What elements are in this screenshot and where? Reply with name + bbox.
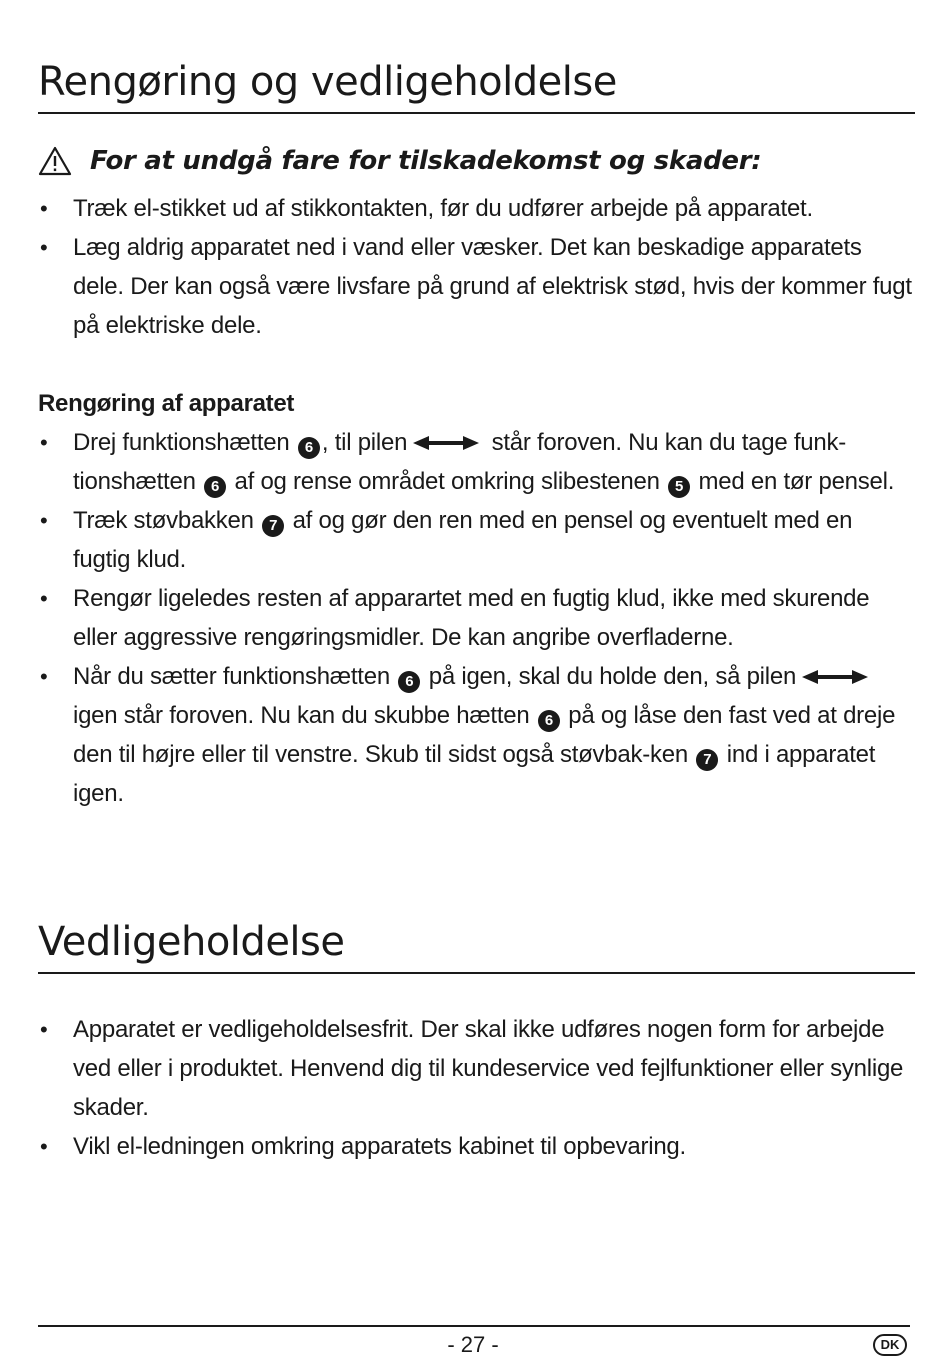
subheading-cleaning: Rengøring af apparatet [38, 390, 295, 417]
item-text: Træk støvbakken [73, 507, 261, 534]
double-arrow-icon [413, 435, 479, 451]
item-text: , til pilen [321, 429, 408, 456]
list-item: • Læg aldrig apparatet ned i vand eller væsker. Det kan beskadige apparatets dele. Der kan også være livsfare på grund af elektrisk stød, hvis der kommer fugt på elektriske dele. [38, 228, 915, 345]
item-text: Når du sætter funktionshætten [73, 663, 397, 690]
part-number-badge: 6 [204, 476, 226, 498]
double-arrow-icon [802, 669, 868, 685]
item-text: af og gør den ren med en pensel og eventuelt med en fugtig klud. [73, 507, 853, 573]
warning-triangle-icon [38, 146, 72, 176]
page-number: - 27 - [447, 1332, 499, 1357]
warning-heading [38, 146, 761, 176]
part-number-badge: 6 [298, 437, 320, 459]
section-title: Vedligeholdelse [38, 919, 345, 965]
item-text: ind i apparatet igen. [73, 741, 876, 807]
list-item: • Vikl el-ledningen omkring apparatets kabinet til opbevaring. [38, 1127, 915, 1166]
footer-divider [38, 1325, 910, 1327]
item-text: igen står foroven. Nu kan du skubbe hætten [73, 702, 536, 729]
item-text: på igen, skal du holde den, så pilen [422, 663, 803, 690]
list-item [38, 657, 915, 813]
list-item: • Træk el-stikket ud af stikkontakten, før du udfører arbejde på apparatet. [38, 189, 915, 228]
country-code-badge: DK [873, 1334, 907, 1356]
list-item [38, 501, 915, 579]
part-number-badge: 7 [696, 749, 718, 771]
item-text: Drej funktionshætten [73, 429, 296, 456]
item-text: Rengør ligeledes resten af apparartet med en fugtig klud, ikke med skurende eller aggressive rengøringsmidler. De kan angribe overfladerne. [73, 585, 870, 651]
warning-list [38, 189, 915, 345]
maintenance-list [38, 1010, 915, 1166]
page-title: Rengøring og vedligeholdelse [38, 59, 617, 105]
cleaning-list [38, 423, 915, 813]
part-number-badge: 6 [398, 671, 420, 693]
warning-text: For at undgå fare for tilskadekomst og skader: [90, 146, 762, 176]
section-header-maintenance [38, 918, 915, 974]
item-text: står foroven. Nu kan du tage funk-tionshætten [73, 429, 846, 495]
section-header-cleaning [38, 58, 915, 114]
manual-page [38, 0, 915, 1362]
list-item: • Apparatet er vedligeholdelsesfrit. Der skal ikke udføres nogen form for arbejde ved eller i produktet. Henvend dig til kundeservice ved fejlfunktioner eller synlige skader. [38, 1010, 915, 1127]
item-text: med en tør pensel. [692, 468, 895, 495]
item-text: af og rense området omkring slibestenen [228, 468, 667, 495]
list-item [38, 579, 915, 657]
part-number-badge: 6 [538, 710, 560, 732]
list-item [38, 423, 915, 501]
item-text: på og låse den fast ved at dreje den til højre eller til venstre. Skub til sidst også støvbak-ken [73, 702, 896, 768]
part-number-badge: 7 [262, 515, 284, 537]
part-number-badge: 5 [668, 476, 690, 498]
